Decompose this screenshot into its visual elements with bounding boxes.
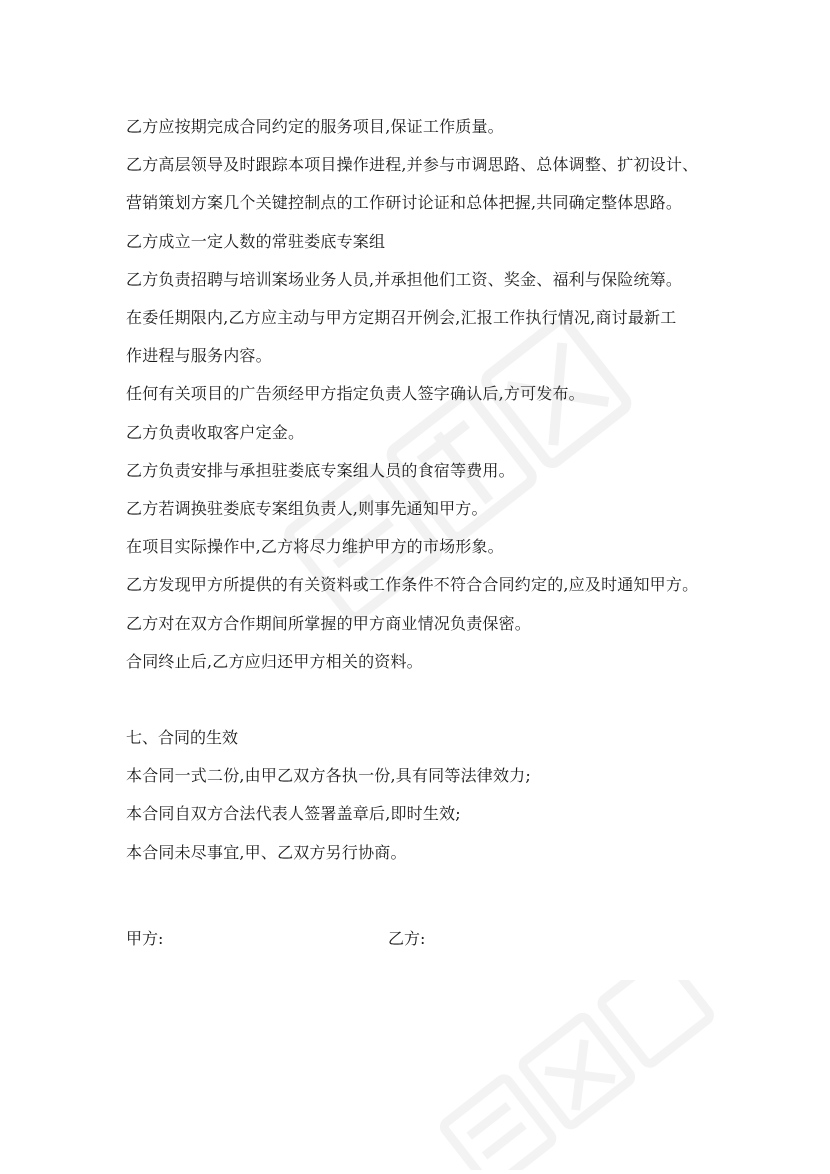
clause-line: 在委任期限内,乙方应主动与甲方定期召开例会,汇报工作执行情况,商讨最新工 bbox=[126, 308, 677, 328]
section-item: 本合同未尽事宜,甲、乙双方另行协商。 bbox=[126, 842, 407, 862]
spacer bbox=[126, 910, 726, 920]
clause-line: 乙方若调换驻娄底专案组负责人,则事先通知甲方。 bbox=[126, 499, 488, 519]
clause-line: 任何有关项目的广告须经甲方指定负责人签字确认后,方可发布。 bbox=[126, 384, 585, 404]
party-a-signature-label: 甲方: bbox=[126, 928, 164, 948]
section-item: 本合同自双方合法代表人签署盖章后,即时生效; bbox=[126, 804, 461, 824]
section-item: 本合同一式二份,由甲乙双方各执一份,具有同等法律效力; bbox=[126, 766, 531, 786]
clause-line: 作进程与服务内容。 bbox=[126, 346, 272, 366]
clause-line: 合同终止后,乙方应归还甲方相关的资料。 bbox=[126, 651, 423, 671]
contract-body bbox=[126, 108, 726, 958]
clause-line: 在项目实际操作中,乙方将尽力维护甲方的市场形象。 bbox=[126, 537, 504, 557]
clause-line: 乙方负责安排与承担驻娄底专案组人员的食宿等费用。 bbox=[126, 460, 515, 480]
clause-line: 乙方应按期完成合同约定的服务项目,保证工作质量。 bbox=[126, 117, 504, 136]
clause-line: 乙方发现甲方所提供的有关资料或工作条件不符合合同约定的,应及时通知甲方。 bbox=[126, 575, 699, 595]
signature-row bbox=[126, 920, 726, 958]
section-spacer bbox=[126, 872, 726, 910]
party-b-signature-label: 乙方: bbox=[388, 928, 426, 948]
watermark-logo-bottom bbox=[420, 980, 740, 1170]
section-spacer bbox=[126, 681, 726, 719]
clause-line: 乙方对在双方合作期间所掌握的甲方商业情况负责保密。 bbox=[126, 613, 532, 633]
clause-line: 乙方负责招聘与培训案场业务人员,并承担他们工资、奖金、福利与保险统筹。 bbox=[126, 269, 683, 289]
clause-line: 乙方高层领导及时跟踪本项目操作进程,并参与市调思路、总体调整、扩初设计、 bbox=[126, 155, 699, 175]
clause-line: 乙方负责收取客户定金。 bbox=[126, 422, 305, 442]
section-heading: 七、合同的生效 bbox=[126, 728, 239, 748]
clause-line: 乙方成立一定人数的常驻娄底专案组 bbox=[126, 231, 386, 251]
clause-line: 营销策划方案几个关键控制点的工作研讨论证和总体把握,共同确定整体思路。 bbox=[126, 193, 683, 213]
